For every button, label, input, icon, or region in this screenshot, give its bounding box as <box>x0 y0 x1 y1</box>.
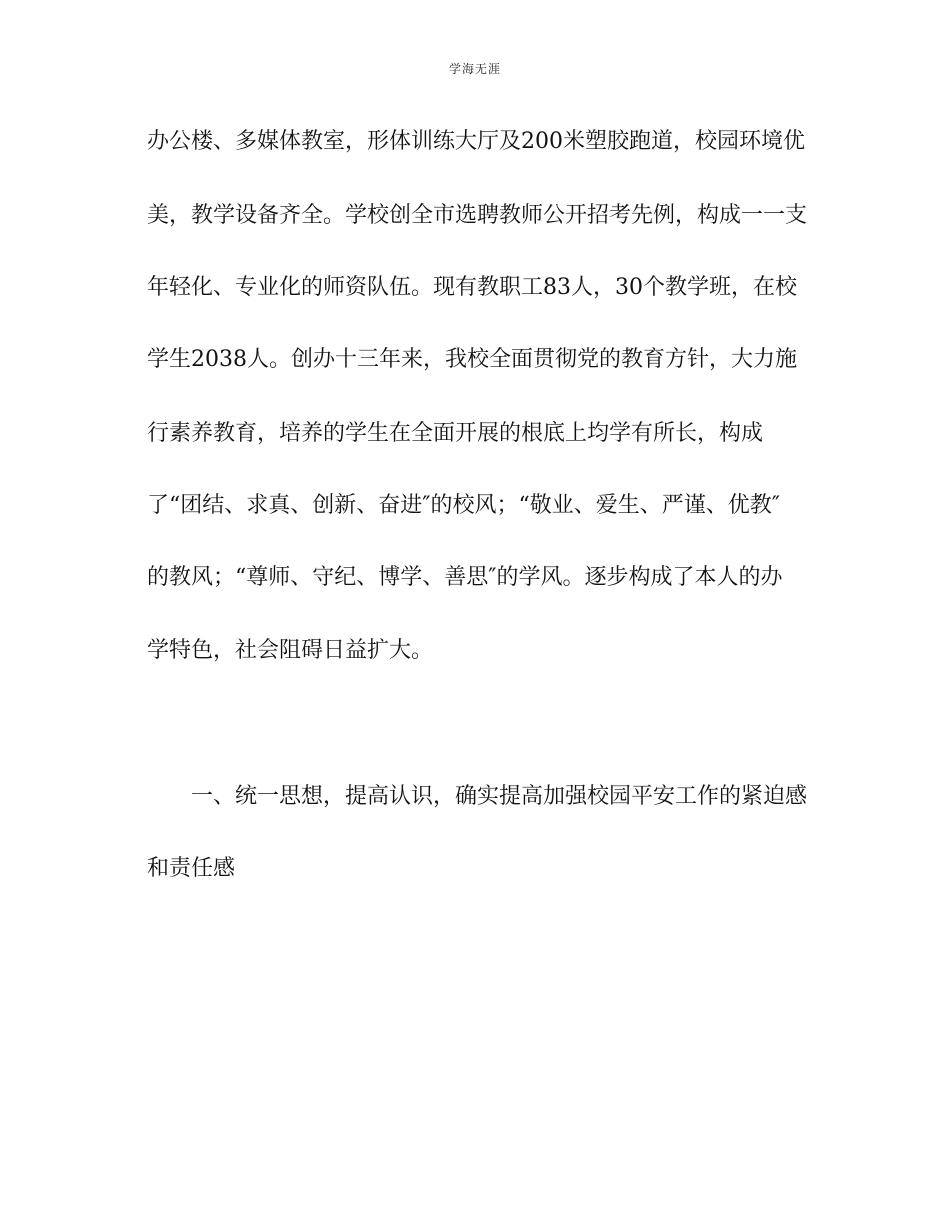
section-heading-line-1: 一、统一思想，提高认识，确实提高加强校园平安工作的紧迫感 <box>147 784 808 809</box>
paragraph-1-line-6: 了“团结、求真、创新、奋进″的校风；“敬业、爱生、严谨、优教″ <box>147 493 780 518</box>
paragraph-1-line-1: 办公楼、多媒体教室，形体训练大厅及200米塑胶跑道，校园环境优 <box>147 129 805 154</box>
paragraph-1-line-3: 年轻化、专业化的师资队伍。现有教职工83人，30个教学班，在校 <box>147 275 797 300</box>
paragraph-1-line-4: 学生2038人。创办十三年来，我校全面贯彻党的教育方针，大力施 <box>147 347 797 372</box>
paragraph-1-line-7: 的教风；“尊师、守纪、博学、善思″的学风。逐步构成了本人的办 <box>147 565 783 590</box>
section-heading-line-2: 和责任感 <box>147 856 236 881</box>
paragraph-1-line-2: 美，教学设备齐全。学校创全市选聘教师公开招考先例，构成一一支 <box>147 203 808 228</box>
page-header: 学海无涯 <box>448 62 501 76</box>
paragraph-1-line-8: 学特色，社会阻碍日益扩大。 <box>147 638 434 663</box>
paragraph-1-line-5: 行素养教育，培养的学生在全面开展的根底上均学有所长，构成 <box>147 421 764 446</box>
